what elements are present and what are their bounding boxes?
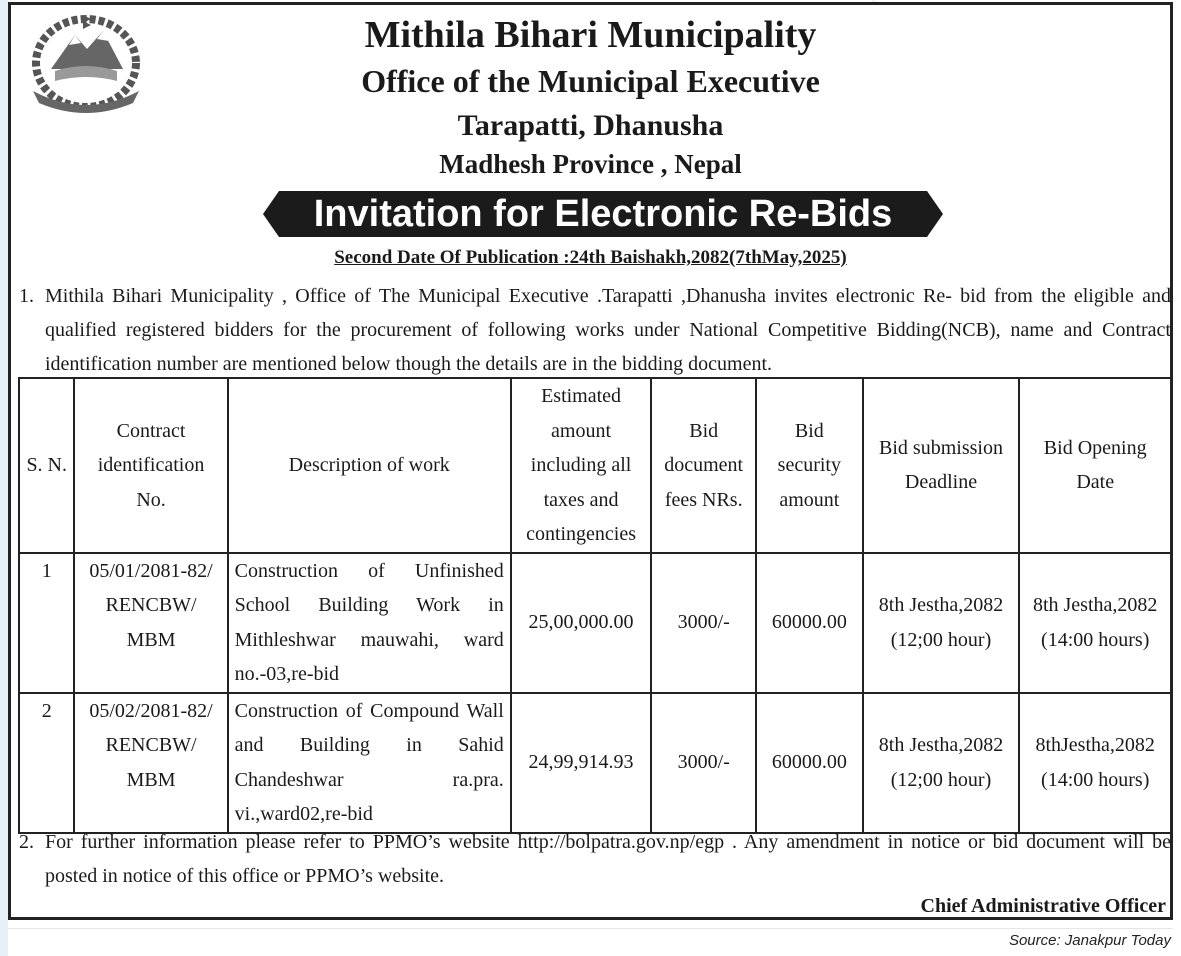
municipality-name: Mithila Bihari Municipality xyxy=(364,14,817,56)
column-header-description: Description of work xyxy=(228,378,511,553)
cell-sn: 1 xyxy=(19,553,74,693)
paragraph-1 xyxy=(19,279,1171,381)
column-header-document-fee: Bid document fees NRs. xyxy=(651,378,756,553)
office-name: Office of the Municipal Executive xyxy=(361,63,820,99)
column-header-submission-deadline: Bid submission Deadline xyxy=(863,378,1020,553)
cell-opening-date: 8th Jestha,2082 (14:00 hours) xyxy=(1019,553,1171,693)
province-country: Madhesh Province , Nepal xyxy=(439,149,742,179)
cell-submission-deadline: 8th Jestha,2082 (12;00 hour) xyxy=(863,693,1020,833)
paragraph-2 xyxy=(19,825,1171,893)
cell-document-fee: 3000/- xyxy=(651,553,756,693)
table-header-row xyxy=(19,378,1171,553)
cell-estimated-amount: 24,99,914.93 xyxy=(511,693,652,833)
paragraph-number: 2. xyxy=(19,831,34,853)
watermark-shape xyxy=(0,0,8,956)
notice-frame xyxy=(8,2,1173,920)
source-credit: Source: Janakpur Today xyxy=(1008,932,1171,949)
cell-sn: 2 xyxy=(19,693,74,833)
cell-contract-id: 05/01/2081-82/ RENCBW/ MBM xyxy=(74,553,227,693)
cell-contract-id: 05/02/2081-82/ RENCBW/ MBM xyxy=(74,693,227,833)
cell-estimated-amount: 25,00,000.00 xyxy=(511,553,652,693)
table-row xyxy=(19,693,1171,833)
divider xyxy=(8,928,1173,929)
column-header-estimated-amount: Estimated amount including all taxes and contingencies xyxy=(511,378,652,553)
cell-description xyxy=(228,693,511,833)
notice-title-banner: Invitation for Electronic Re-Bids xyxy=(279,191,927,237)
paragraph-text: Mithila Bihari Municipality , Office of The Municipal Executive .Tarapatti ,Dhanusha invites electronic Re- bid from the eligible and qualified registered bidders for the procurement of following works under National Competitive Bidding(NCB), name and Contract identification number are mentioned below though the details are in the bidding document. xyxy=(45,285,1171,375)
cell-opening-date: 8thJestha,2082 (14:00 hours) xyxy=(1019,693,1171,833)
publication-date: Second Date Of Publication :24th Baishakh,2082(7thMay,2025) xyxy=(334,247,847,268)
description-text: Construction of Compound Wall and Building in Sahid Chandeshwar ra.pra. xyxy=(234,699,504,791)
description-text: Construction of Unfinished School Building Work in Mithleshwar mauwahi, ward xyxy=(234,559,504,651)
column-header-opening-date: Bid Opening Date xyxy=(1019,378,1171,553)
column-header-bid-security: Bid security amount xyxy=(756,378,863,553)
column-header-contract-id: Contract identification No. xyxy=(74,378,227,553)
cell-description xyxy=(228,553,511,693)
cell-submission-deadline: 8th Jestha,2082 (12;00 hour) xyxy=(863,553,1020,693)
paragraph-number: 1. xyxy=(19,285,34,307)
signatory-title: Chief Administrative Officer xyxy=(920,895,1166,917)
cell-bid-security: 60000.00 xyxy=(756,693,863,833)
column-header-sn: S. N. xyxy=(19,378,74,553)
description-text-end: vi.,ward02,re-bid xyxy=(234,803,373,825)
cell-document-fee: 3000/- xyxy=(651,693,756,833)
table-row xyxy=(19,553,1171,693)
bids-table xyxy=(18,377,1172,834)
description-text-end: no.-03,re-bid xyxy=(234,663,340,685)
paragraph-text: For further information please refer to PPMO’s website http://bolpatra.gov.np/egp . Any amendment in notice or bid document will be posted in notice of this office or PPMO’s website. xyxy=(45,831,1171,887)
cell-bid-security: 60000.00 xyxy=(756,553,863,693)
office-location: Tarapatti, Dhanusha xyxy=(457,109,724,142)
